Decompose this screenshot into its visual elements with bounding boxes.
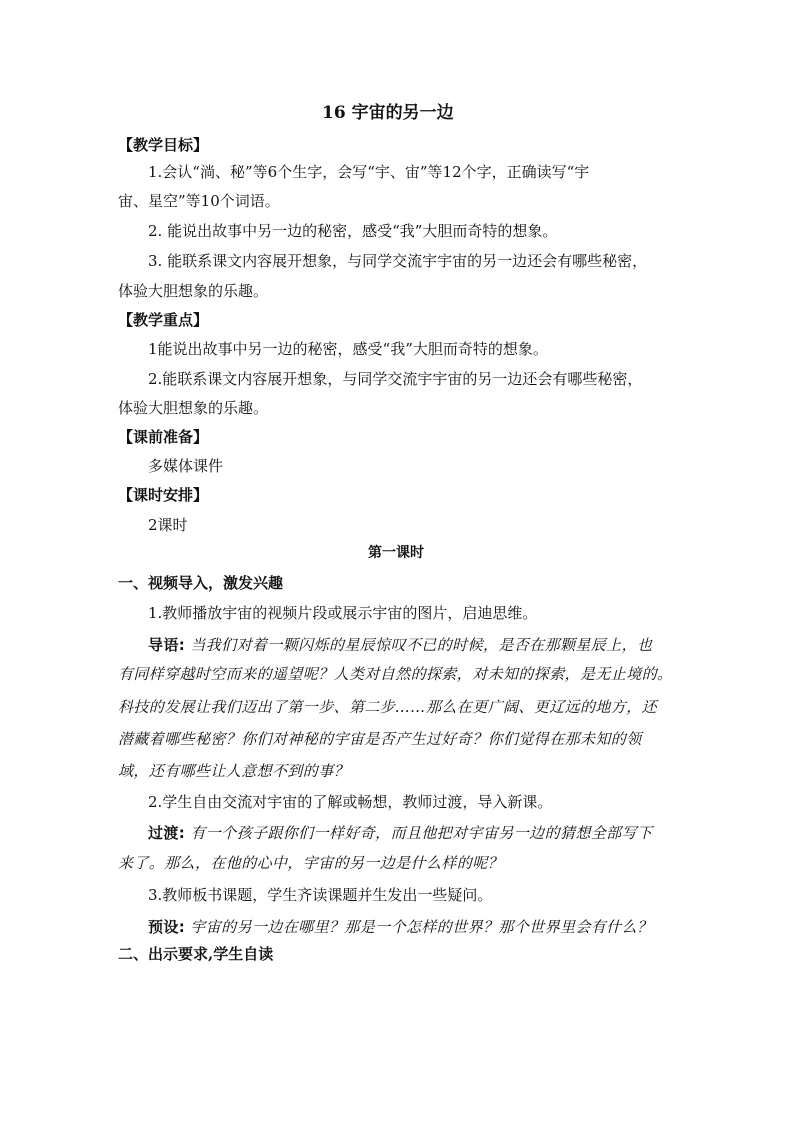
goal-1-line-2: 宙、星空”等10个词语。 <box>118 192 280 210</box>
preset-text-1: 宇宙的另一边在哪里？那是一个怎样的世界？那个世界里会有什么？ <box>190 918 653 936</box>
section-heading-schedule: 【课时安排】 <box>118 486 209 504</box>
focus-1: 1能说出故事中另一边的秘密，感受“我”大胆而奇特的想象。 <box>148 340 548 358</box>
transition-text-1: 有一个孩子跟你们一样好奇，而且他把对宇宙另一边的猜想全部写下 <box>190 824 653 842</box>
guide-line-5: 域，还有哪些让人意想不到的事？ <box>118 762 350 780</box>
transition-line-2: 来了。那么，在他的心中，宇宙的另一边是什么样的呢？ <box>118 854 504 872</box>
goal-1-line-1: 1.会认“淌、秘”等6个生字，会写“宇、宙”等12个字，正确读写“宇 <box>148 163 590 181</box>
section-heading-goals: 【教学目标】 <box>118 136 209 154</box>
focus-2-line-2: 体验大胆想象的乐趣。 <box>118 399 269 417</box>
section-heading-focus: 【教学重点】 <box>118 311 209 329</box>
schedule-text: 2课时 <box>148 516 188 534</box>
transition-line-1 <box>148 823 652 843</box>
goal-3-line-2: 体验大胆想象的乐趣。 <box>118 282 269 300</box>
prep-text: 多媒体课件 <box>148 457 224 475</box>
lesson-title: 第一课时 <box>368 545 424 561</box>
goal-3-line-1: 3. 能联系课文内容展开想象，与同学交流宇宇宙的另一边还会有哪些秘密， <box>148 252 648 270</box>
preset-label: 预设: <box>148 918 186 936</box>
part-1-step-3: 3.教师板书课题，学生齐读课题并生发出一些疑问。 <box>148 886 493 904</box>
guide-line-4: 潜藏着哪些秘密？你们对神秘的宇宙是否产生过好奇？你们觉得在那未知的领 <box>118 730 642 748</box>
guide-line-1 <box>148 635 652 655</box>
preset-line-1 <box>148 917 652 937</box>
guide-line-2: 有同样穿越时空而来的遥望呢？人类对自然的探索，对未知的探索，是无止境的。 <box>118 665 673 683</box>
part-1-step-2: 2.学生自由交流对宇宙的了解或畅想，教师过渡，导入新课。 <box>148 793 553 811</box>
page-title: 16 宇宙的另一边 <box>322 103 454 123</box>
part-1-heading: 一、视频导入，激发兴趣 <box>118 574 284 592</box>
guide-text-1: 当我们对着一颗闪烁的星辰惊叹不已的时候，是否在那颗星辰上，也 <box>190 636 653 654</box>
focus-2-line-1: 2.能联系课文内容展开想象，与同学交流宇宇宙的另一边还会有哪些秘密， <box>148 370 643 388</box>
guide-line-3: 科技的发展让我们迈出了第一步、第二步……那么在更广阔、更辽远的地方，还 <box>118 698 658 716</box>
guide-label: 导语: <box>148 636 186 654</box>
part-1-step-1: 1.教师播放宇宙的视频片段或展示宇宙的图片，启迪思维。 <box>148 604 538 622</box>
part-2-heading: 二、出示要求,学生自读 <box>118 945 274 963</box>
transition-label: 过渡: <box>148 824 186 842</box>
goal-2: 2. 能说出故事中另一边的秘密，感受“我”大胆而奇特的想象。 <box>148 222 558 240</box>
section-heading-prep: 【课前准备】 <box>118 428 209 446</box>
